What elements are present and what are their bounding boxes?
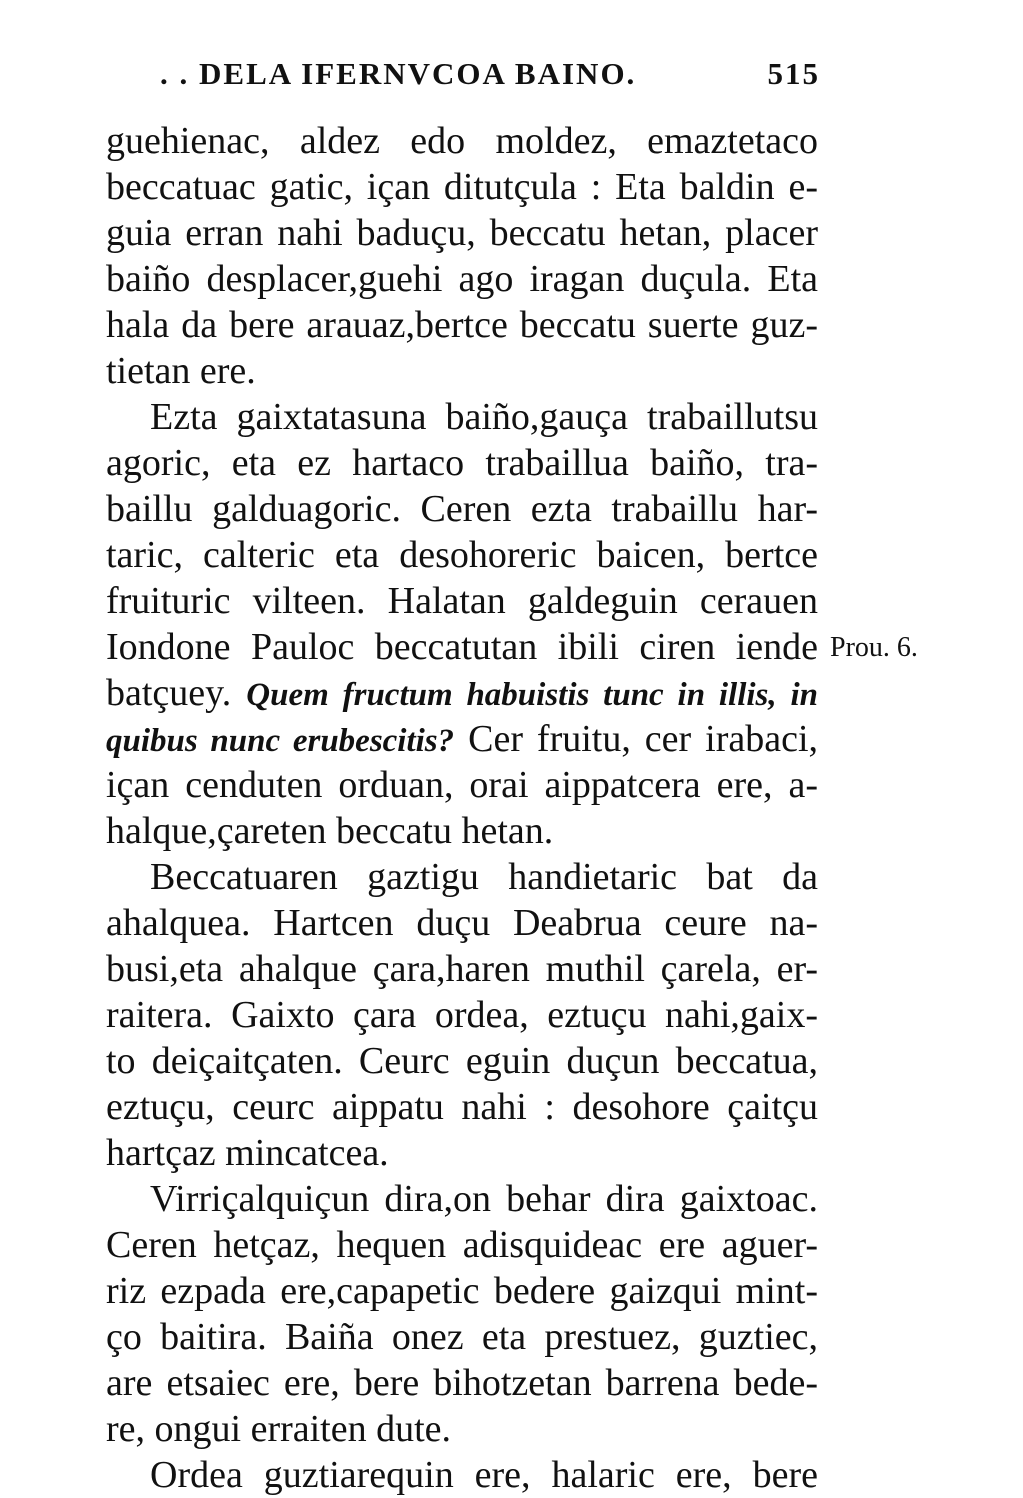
latin-quotation: quibus nunc erubescitis? (106, 723, 455, 759)
text-line: hala da bere arauaz,bertce beccatu suerte guz- (106, 304, 818, 346)
text-line: Beccatuaren gaztigu handietaric bat da (150, 856, 818, 898)
text-line: raitera. Gaixto çara ordea, eztuçu nahi,gaix- (106, 994, 818, 1036)
text-line: ahalquea. Hartcen duçu Deabrua ceure na- (106, 902, 818, 944)
text-line: tietan ere. (106, 350, 256, 392)
running-title: . . DELA IFERNVCOA BAINO. (160, 56, 637, 91)
text-line: fruituric vilteen. Halatan galdeguin cerauen (106, 580, 818, 622)
text-line: Ordea guztiarequin ere, halaric ere, bere (150, 1454, 818, 1496)
text-line: Virriçalquiçun dira,on behar dira gaixtoac. (150, 1178, 818, 1220)
text-line: riz ezpada ere,capapetic bedere gaizqui mint- (106, 1270, 818, 1312)
text-line: agoric, eta ez hartaco trabaillua baiño, tra- (106, 442, 818, 484)
text-line: baillu galduagoric. Ceren ezta trabaillu har- (106, 488, 818, 530)
text-line: quibus nunc erubescitis? Cer fruitu, cer irabaci, (106, 718, 819, 760)
margin-reference: Prou. 6. (830, 632, 918, 663)
text-line: busi,eta ahalque çara,haren muthil çarela, er- (106, 948, 818, 990)
text-line: batçuey. Quem fructum habuistis tunc in illis, in (106, 672, 818, 714)
running-head (160, 56, 820, 96)
text-line: ço baitira. Baiña onez eta prestuez, guztiec, (106, 1316, 818, 1358)
text-line: guehienac, aldez edo moldez, emaztetaco (106, 120, 818, 162)
body-text (106, 118, 818, 1498)
text-line: guia erran nahi baduçu, beccatu hetan, placer (106, 212, 818, 254)
text-line: baiño desplacer,guehi ago iragan duçula. Eta (106, 258, 818, 300)
text-line: Iondone Pauloc beccatutan ibili ciren iende (106, 626, 818, 668)
text-line: are etsaiec ere, bere bihotzetan barrena bede- (106, 1362, 818, 1404)
text-line: Ceren hetçaz, hequen adisquideac ere aguer- (106, 1224, 818, 1266)
text-line: eztuçu, ceurc aippatu nahi : desohore çaitçu (106, 1086, 818, 1128)
text-line: re, ongui erraiten dute. (106, 1408, 452, 1450)
text-line: içan cenduten orduan, orai aippatcera ere, a- (106, 764, 818, 806)
text-line: beccatuac gatic, içan ditutçula : Eta baldin e- (106, 166, 818, 208)
text-line: hartçaz mincatcea. (106, 1132, 389, 1174)
text-line: to deiçaitçaten. Ceurc eguin duçun beccatua, (106, 1040, 818, 1082)
page-number: 515 (767, 56, 820, 91)
latin-quotation: Quem fructum habuistis tunc in illis, in (246, 677, 818, 713)
text-line: taric, calteric eta desohoreric baicen, bertce (106, 534, 818, 576)
text-line: Ezta gaixtatasuna baiño,gauça trabaillutsu (150, 396, 818, 438)
text-line: halque,çareten beccatu hetan. (106, 810, 554, 852)
